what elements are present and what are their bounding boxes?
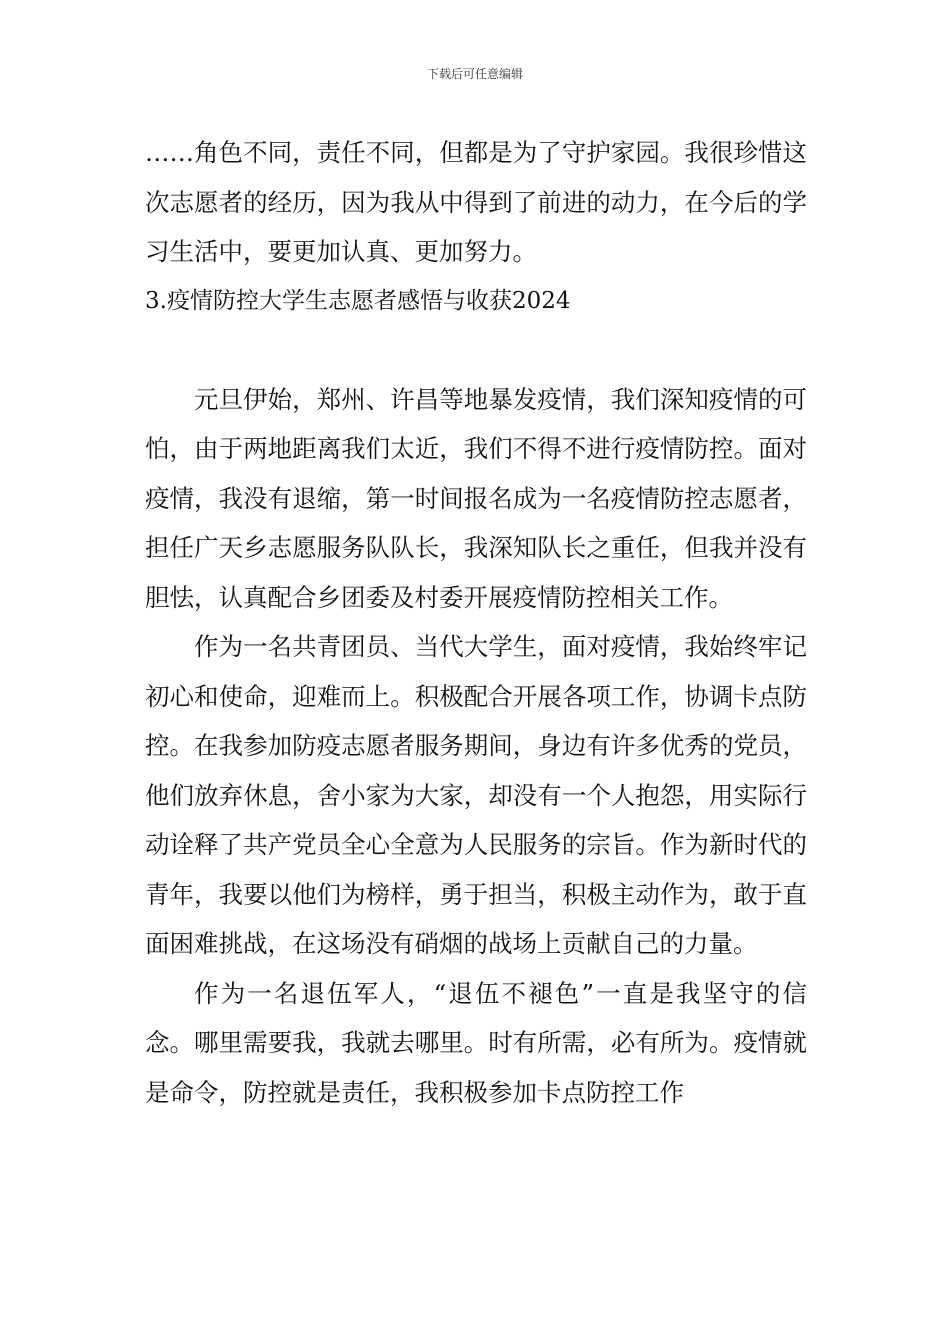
page-header-note: 下载后可任意编辑	[426, 67, 523, 81]
document-body	[145, 128, 807, 1117]
paragraph-veteran: 作为一名退伍军人，“退伍不褪色”一直是我坚守的信念。哪里需要我，我就去哪里。时有所需，必有所为。疫情就是命令，防控就是责任，我积极参加卡点防控工作	[145, 978, 807, 1107]
section-heading: 3.疫情防控大学生志愿者感悟与收获2024	[145, 287, 571, 314]
paragraph-outbreak: 元旦伊始，郑州、许昌等地暴发疫情，我们深知疫情的可怕，由于两地距离我们太近，我们不得不进行疫情防控。面对疫情，我没有退缩，第一时间报名成为一名疫情防控志愿者，担任广天乡志愿服务队队长，我深知队长之重任，但我并没有胆怯，认真配合乡团委及村委开展疫情防控相关工作。	[145, 384, 807, 612]
paragraph-intro: ……角色不同，责任不同，但都是为了守护家园。我很珍惜这次志愿者的经历，因为我从中得到了前进的动力，在今后的学习生活中，要更加认真、更加努力。	[145, 138, 807, 266]
paragraph-league-member: 作为一名共青团员、当代大学生，面对疫情，我始终牢记初心和使命，迎难而上。积极配合开展各项工作，协调卡点防控。在我参加防疫志愿者服务期间，身边有许多优秀的党员，他们放弃休息，舍小家为大家，却没有一个人抱怨，用实际行动诠释了共产党员全心全意为人民服务的宗旨。作为新时代的青年，我要以他们为榜样，勇于担当，积极主动作为，敢于直面困难挑战，在这场没有硝烟的战场上贡献自己的力量。	[145, 632, 807, 958]
